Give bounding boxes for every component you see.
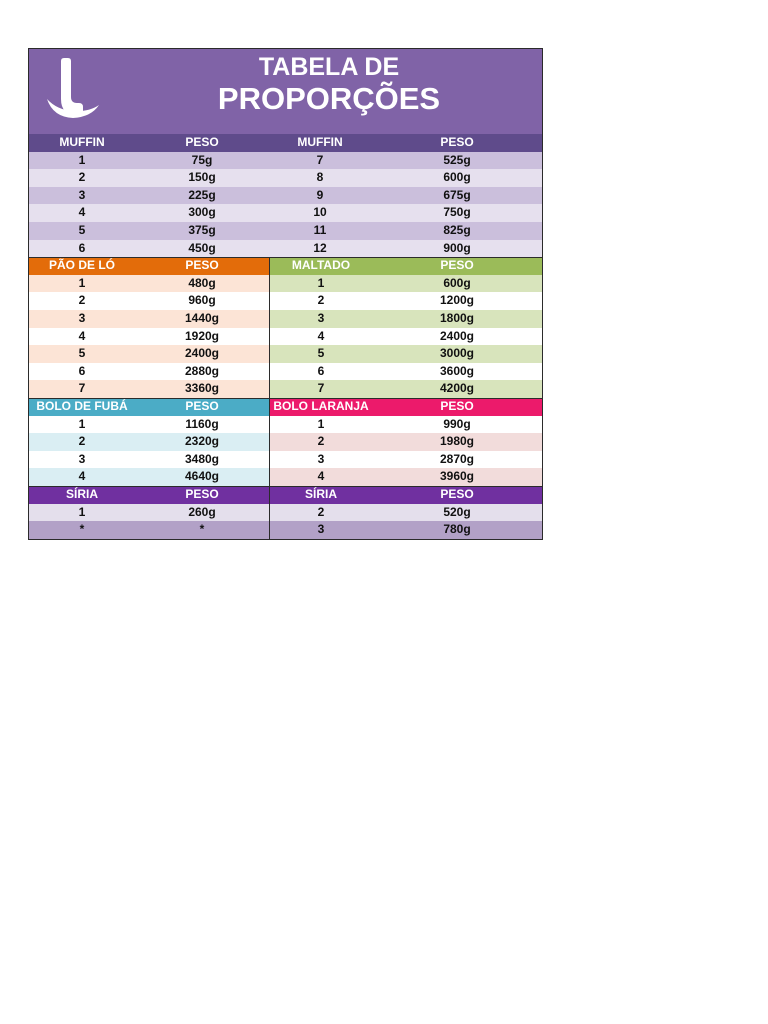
weight-cell: 825g [443,223,471,237]
quantity-cell: 1 [317,275,325,290]
table-row [29,169,542,187]
quantity-cell: 2 [317,504,325,519]
quantity-cell: 1 [78,504,86,519]
weight-cell: 3960g [439,469,475,484]
quantity-cell: 3 [78,311,86,325]
title-line-1: TABELA DE [258,53,400,81]
quantity-cell: 5 [78,223,86,237]
table-row [29,292,269,310]
table-row [29,345,269,363]
table-row [270,451,542,469]
table-row [29,416,269,434]
weight-cell: 990g [443,416,471,431]
weight-cell: 480g [188,275,216,290]
column-header: PESO [185,135,219,149]
section-rule [29,398,542,399]
table-row [270,380,542,398]
quantity-cell: 6 [317,363,325,378]
weight-cell: 2400g [439,328,475,343]
table-row [29,222,542,240]
weight-cell: 1800g [439,311,475,325]
weight-cell: 2870g [439,451,475,466]
table-row [270,310,542,328]
section-divider [269,257,270,398]
table-row [29,310,269,328]
section-rule [29,486,542,487]
column-header: PESO [185,399,219,413]
siria-right-header [270,486,542,504]
weight-cell: 3600g [439,363,475,378]
bakery-logo-icon [43,57,103,121]
weight-cell: 4200g [439,381,475,396]
quantity-cell: 6 [78,363,86,378]
muffin-header-row [29,134,542,152]
weight-cell: 1980g [439,434,475,449]
table-row [270,521,542,539]
section-divider [269,398,270,486]
weight-cell: 900g [443,240,471,255]
weight-cell: 4640g [184,469,220,484]
weight-cell: 300g [188,205,216,220]
weight-cell: 75g [191,152,213,167]
quantity-cell: 2 [78,434,86,449]
quantity-cell: 5 [78,346,86,361]
quantity-cell: 3 [317,311,325,325]
column-header: PESO [440,135,474,149]
quantity-cell: 7 [317,381,325,396]
table-row [29,468,269,486]
quantity-cell: 2 [317,293,325,308]
table-row [29,380,269,398]
column-header: PESO [440,399,474,413]
fuba-laranja-left-header [29,398,269,416]
weight-cell: 150g [188,170,216,185]
title-line-2: PROPORÇÕES [217,81,441,116]
weight-cell: 675g [443,187,471,202]
title-banner [29,49,542,134]
column-header: PESO [185,258,219,273]
quantity-cell: 10 [313,205,327,220]
weight-cell: 1440g [184,311,220,325]
quantity-cell: 3 [317,451,325,466]
quantity-cell: 4 [78,469,86,484]
column-header: PESO [185,487,219,501]
quantity-cell: 7 [316,152,324,167]
table-row [270,328,542,346]
table-row [29,152,542,170]
column-header: BOLO LARANJA [273,399,369,413]
quantity-cell: 9 [316,187,324,202]
quantity-cell: 5 [317,346,325,361]
weight-cell: 3360g [184,381,220,396]
column-header: PESO [440,487,474,501]
weight-cell: 1200g [439,293,475,308]
weight-cell: * [199,522,205,537]
weight-cell: 1160g [185,416,219,431]
table-row [29,187,542,205]
quantity-cell: 4 [317,469,325,484]
weight-cell: 600g [443,275,471,290]
paodelo-maltado-left-header [29,257,269,275]
quantity-cell: 1 [317,416,325,431]
table-row [29,433,269,451]
weight-cell: 2320g [184,434,220,449]
paodelo-maltado-right-header [270,257,542,275]
siria-left-header [29,486,269,504]
section-rule [29,257,542,258]
quantity-cell: 3 [78,187,86,202]
weight-cell: 780g [443,522,471,537]
quantity-cell: 2 [317,434,325,449]
column-header: SÍRIA [304,487,337,501]
weight-cell: 225g [188,187,216,202]
quantity-cell: 11 [313,223,327,237]
weight-cell: 3480g [184,451,220,466]
quantity-cell: * [79,522,85,537]
weight-cell: 375g [188,223,216,237]
table-row [270,363,542,381]
column-header: MUFFIN [59,135,105,149]
quantity-cell: 1 [78,275,86,290]
table-row [270,416,542,434]
table-row [270,292,542,310]
weight-cell: 260g [188,504,216,519]
quantity-cell: 1 [78,152,86,167]
quantity-cell: 4 [78,328,86,343]
table-row [29,328,269,346]
weight-cell: 3000g [439,346,475,361]
weight-cell: 450g [188,240,216,255]
quantity-cell: 4 [317,328,325,343]
table-row [29,521,269,539]
column-header: PÃO DE LÓ [48,258,115,273]
section-divider [269,486,270,539]
table-row [270,433,542,451]
quantity-cell: 3 [78,451,86,466]
quantity-cell: 1 [78,416,86,431]
column-header: MUFFIN [297,135,343,149]
quantity-cell: 12 [313,240,327,255]
weight-cell: 600g [443,170,471,185]
proportions-table-sheet [28,48,543,540]
column-header: MALTADO [291,258,351,273]
table-row [270,275,542,293]
table-row [270,345,542,363]
column-header: BOLO DE FUBÁ [36,399,128,413]
table-row [270,504,542,522]
weight-cell: 2400g [184,346,220,361]
column-header: PESO [440,258,474,273]
table-row [270,468,542,486]
table-row [29,240,542,258]
quantity-cell: 8 [316,170,324,185]
table-row [29,275,269,293]
weight-cell: 520g [443,504,471,519]
weight-cell: 750g [443,205,471,220]
table-row [29,204,542,222]
table-row [29,504,269,522]
page-title [179,51,479,114]
weight-cell: 525g [443,152,471,167]
quantity-cell: 2 [78,293,86,308]
quantity-cell: 7 [78,381,86,396]
weight-cell: 2880g [184,363,220,378]
quantity-cell: 4 [78,205,86,220]
column-header: SÍRIA [65,487,98,501]
quantity-cell: 2 [78,170,86,185]
table-row [29,363,269,381]
quantity-cell: 6 [78,240,86,255]
quantity-cell: 3 [317,522,325,537]
table-row [29,451,269,469]
weight-cell: 960g [188,293,216,308]
weight-cell: 1920g [184,328,220,343]
fuba-laranja-right-header [270,398,542,416]
